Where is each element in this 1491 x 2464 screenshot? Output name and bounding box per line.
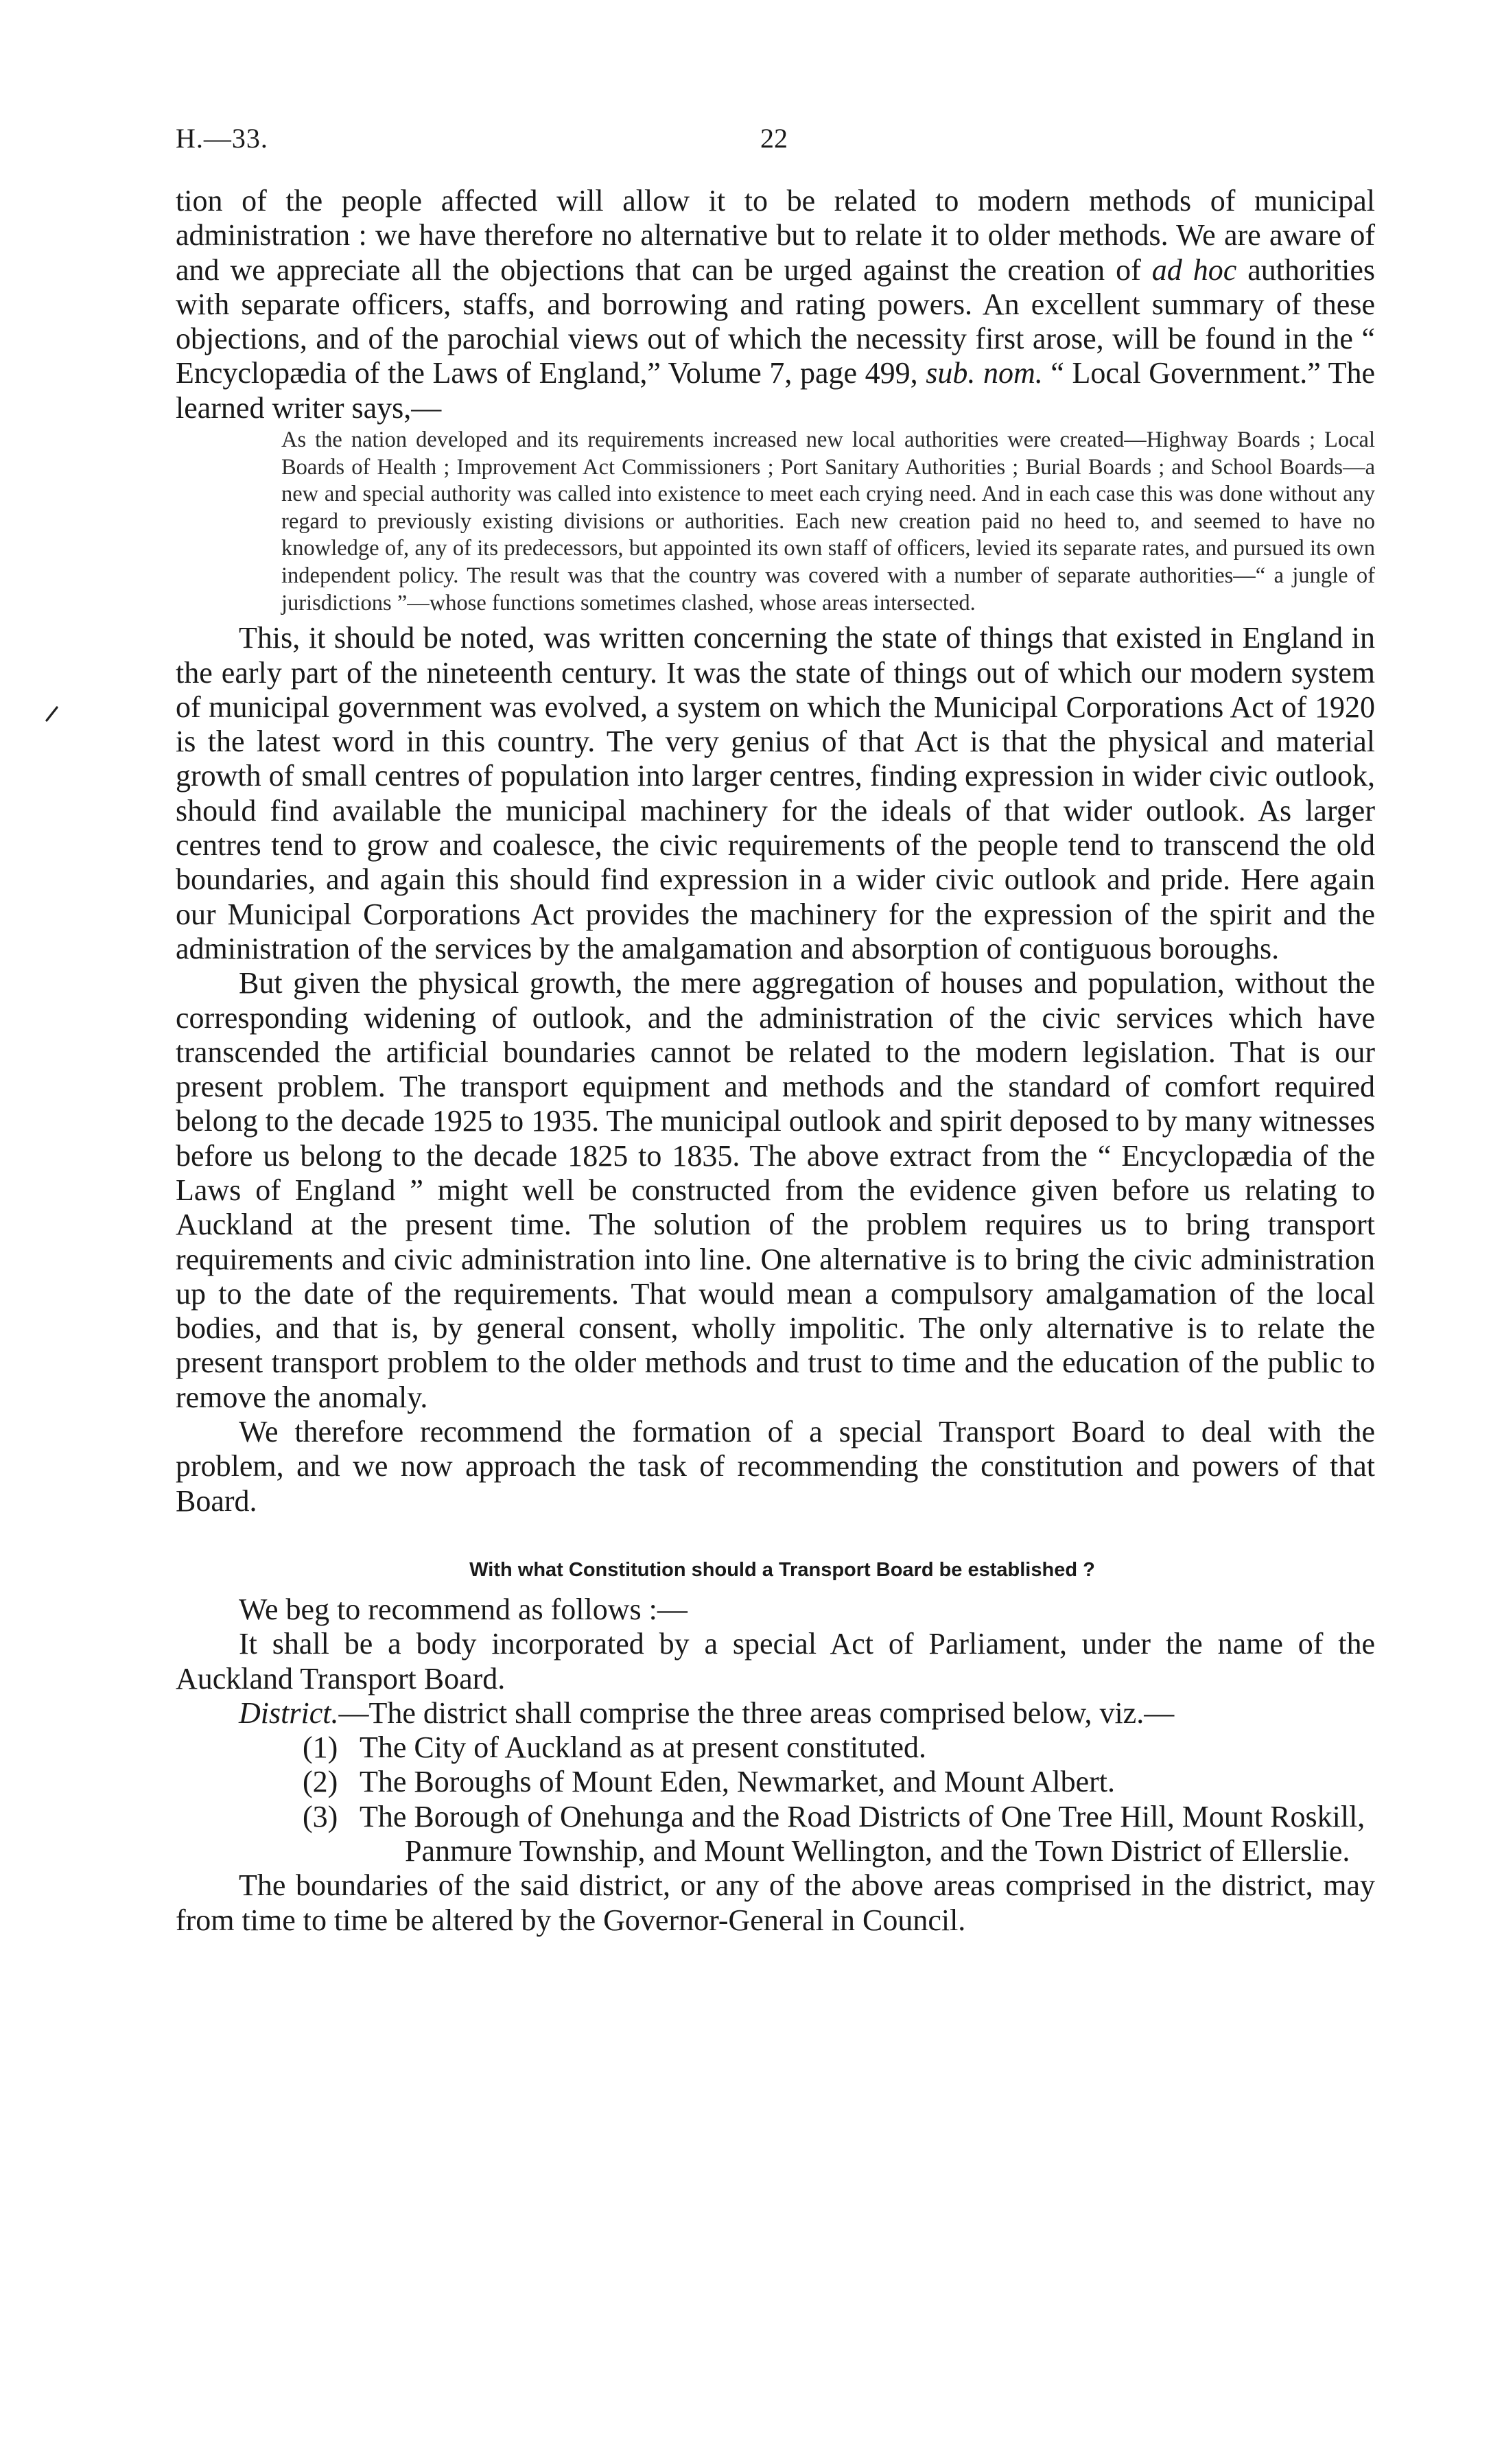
list-item-text: The City of Auckland as at present constituted. (360, 1730, 927, 1765)
paragraph: We therefore recommend the formation of a special Transport Board to deal with the problem, and we now approach the task of recommending the constitution and powers of that Board. (176, 1415, 1375, 1518)
margin-tick-mark (45, 705, 59, 722)
district-label: District. (239, 1696, 339, 1730)
page-header (176, 122, 1376, 163)
paragraph-text: authorities with separate officers, staffs, and borrowing and rating powers. An excellent summary of these objections, and of the parochial views out of which the necessity first arose, will be found in the “ Encyclopædia of the Laws of England,” Volume 7, page 499, (176, 253, 1376, 390)
list-item (176, 1730, 1375, 1765)
paragraph-text: “ Local Government.” The learned writer says,— (176, 356, 1375, 425)
block-quote: As the nation developed and its requirements increased new local authorities were created—Highway Boards ; Local Boards of Health ; Improvement Act Commissioners ; Port Sanitary Authorities ; Burial Boards ; and School Boards—a new and special authority was called into existence to meet each crying need. And in each case this was done without any regard to previously existing divisions or authorities. Each new creation paid no heed to, and seemed to have no knowledge of, any of its predecessors, but appointed its own staff of officers, levied its separate rates, and pursued its own independent policy. The result was that the country was covered with a number of separate authorities—“ a jungle of jurisdictions ”—whose functions sometimes clashed, whose areas intersected. (281, 427, 1375, 615)
paragraph: But given the physical growth, the mere aggregation of houses and population, without the corresponding widening of outlook, and the administration of the civic services which have transcended the artificial boundaries cannot be related to the modern legislation. That is our present problem. The transport equipment and methods and the standard of comfort required belong to the decade 1925 to 1935. The municipal outlook and spirit deposed to by many witnesses before us belong to the decade 1825 to 1835. The above extract from the “ Encyclopædia of the Laws of England ” might well be constructed from the evidence given before us relating to Auckland at the present time. The solution of the problem requires us to bring transport requirements and civic administration into line. One alternative is to bring the civic administration up to the date of the requirements. That would mean a compulsory amalgamation of the local bodies, and that is, by general consent, wholly impolitic. The only alternative is to relate the present transport problem to the older methods and trust to time and the education of the public to remove the anomaly. (176, 966, 1375, 1414)
list-number: (3) (303, 1799, 338, 1833)
italic-term: ad hoc (1151, 253, 1237, 287)
paragraph: The boundaries of the said district, or any of the above areas comprised in the district, may from time to time be altered by the Governor-General in Council. (176, 1868, 1375, 1937)
paragraph: It shall be a body incorporated by a special Act of Parliament, under the name of the Auckland Transport Board. (176, 1627, 1375, 1696)
paragraph-text: tion of the people affected will allow it to be related to modern methods of municipal administration : we have therefore no alternative but to relate it to older methods. We are aware of and we appreciate all the objections that can be urged against the creation of (176, 184, 1375, 287)
district-list (176, 1730, 1375, 1868)
paragraph-continued (176, 184, 1375, 425)
district-paragraph (176, 1696, 1375, 1730)
paragraph: This, it should be noted, was written concerning the state of things that existed in England in the early part of the nineteenth century. It was the state of things out of which our modern system of municipal government was evolved, a system on which the Municipal Corporations Act of 1920 is the latest word in this country. The very genius of that Act is that the physical and material growth of small centres of population into larger centres, finding expression in wider civic outlook, should find available the municipal machinery for the ideals of that wider outlook. As larger centres tend to grow and coalesce, the civic requirements of the people tend to transcend the old boundaries, and again this should find expression in a wider civic outlook and pride. Here again our Municipal Corporations Act provides the machinery for the expression of the spirit and the administration of the services by the amalgamation and absorption of contiguous boroughs. (176, 621, 1375, 965)
italic-term: sub. nom. (926, 356, 1043, 390)
list-item-text: The Borough of Onehunga and the Road Districts of One Tree Hill, Mount Roskill, Panmure Township, and Mount Wellington, and the Town District of Ellerslie. (360, 1799, 1365, 1868)
section-heading: With what Constitution should a Transport Board be established ? (469, 1558, 1095, 1581)
list-item-text: The Boroughs of Mount Eden, Newmarket, and Mount Albert. (360, 1765, 1116, 1799)
page-number: 22 (760, 123, 788, 154)
document-body (176, 184, 1375, 1938)
list-number: (1) (303, 1730, 338, 1765)
list-item (176, 1765, 1375, 1799)
list-item (176, 1800, 1375, 1869)
list-number: (2) (303, 1765, 338, 1799)
paragraph-text: —The district shall comprise the three areas comprised below, viz.— (338, 1696, 1175, 1730)
paragraph: We beg to recommend as follows :— (239, 1592, 688, 1626)
document-code: H.—33. (176, 123, 268, 154)
